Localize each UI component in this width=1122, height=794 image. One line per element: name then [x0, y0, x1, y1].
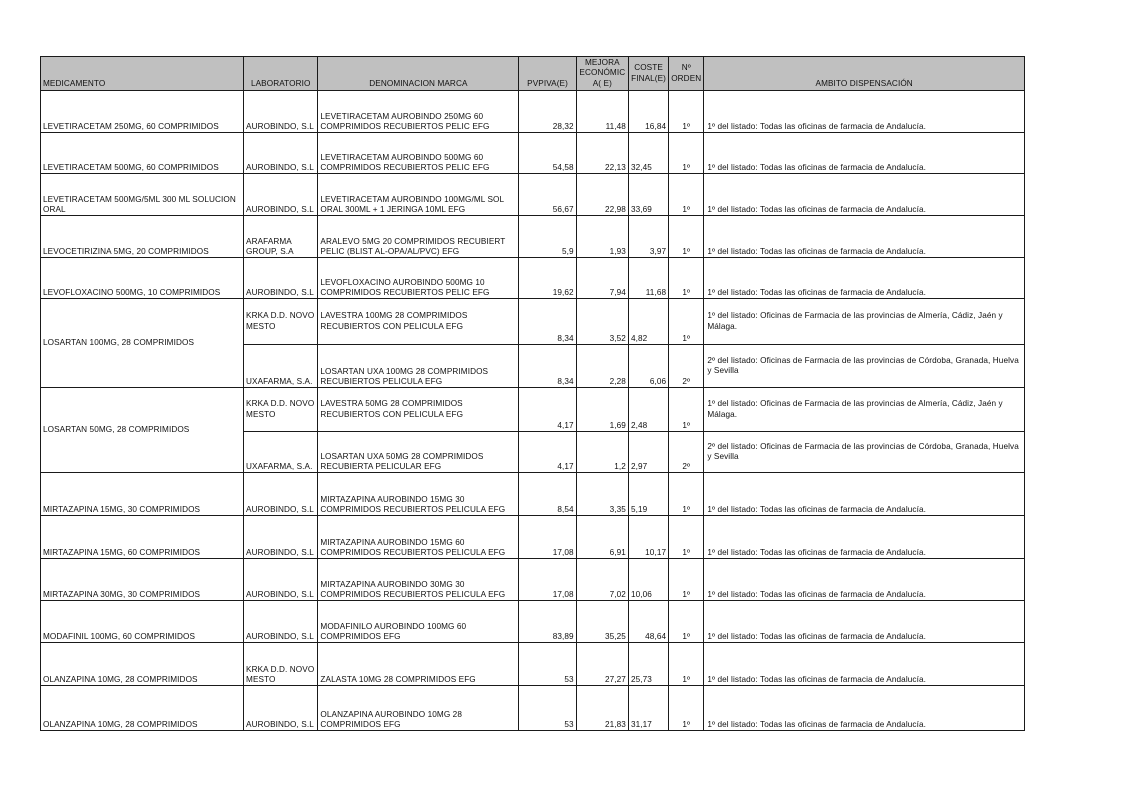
cell-ambito: 1º del listado: Todas las oficinas de farmacia de Andalucía.	[704, 473, 1025, 516]
cell-ambito: 1º del listado: Todas las oficinas de farmacia de Andalucía.	[704, 516, 1025, 559]
cell-coste: 6,06	[628, 345, 668, 388]
cell-denominacion: ARALEVO 5MG 20 COMPRIMIDOS RECUBIERT PELIC (BLIST AL-OPA/AL/PVC) EFG	[318, 216, 519, 258]
cell-laboratorio: AUROBINDO, S.L	[244, 601, 318, 643]
cell-denominacion: LEVETIRACETAM AUROBINDO 250MG 60 COMPRIMIDOS RECUBIERTOS PELIC EFG	[318, 91, 519, 133]
cell-mejora: 27,27	[576, 643, 628, 686]
cell-ambito: 1º del listado: Todas las oficinas de farmacia de Andalucía.	[704, 601, 1025, 643]
cell-coste: 5,19	[628, 473, 668, 516]
cell-coste: 10,06	[628, 559, 668, 601]
cell-coste: 48,64	[628, 601, 668, 643]
cell-ambito: 1º del listado: Todas las oficinas de farmacia de Andalucía.	[704, 559, 1025, 601]
cell-coste: 32,45	[628, 133, 668, 174]
cell-orden: 1º	[669, 133, 704, 174]
cell-denominacion: MIRTAZAPINA AUROBINDO 30MG 30 COMPRIMIDOS RECUBIERTOS PELICULA EFG	[318, 559, 519, 601]
cell-ambito: 1º del listado: Oficinas de Farmacia de las provincias de Almería, Cádiz, Jaén y Málaga.	[704, 299, 1025, 345]
cell-orden: 1º	[669, 299, 704, 345]
cell-pvpiva: 17,08	[519, 559, 576, 601]
table-row	[41, 601, 1025, 643]
cell-coste: 2,48	[628, 388, 668, 432]
cell-denominacion: LAVESTRA 100MG 28 COMPRIMIDOS RECUBIERTOS CON PELICULA EFG	[318, 299, 519, 345]
table-row	[41, 559, 1025, 601]
cell-pvpiva: 4,17	[519, 388, 576, 432]
cell-mejora: 1,93	[576, 216, 628, 258]
cell-denominacion: ZALASTA 10MG 28 COMPRIMIDOS EFG	[318, 643, 519, 686]
table-row	[41, 299, 1025, 345]
cell-medicamento: MIRTAZAPINA 15MG, 60 COMPRIMIDOS	[41, 516, 244, 559]
header-mejora: MEJORA ECONÓMICA( E)	[576, 57, 628, 91]
cell-laboratorio: UXAFARMA, S.A.	[244, 432, 318, 473]
table-row	[41, 91, 1025, 133]
cell-medicamento: LEVOFLOXACINO 500MG, 10 COMPRIMIDOS	[41, 258, 244, 299]
cell-laboratorio: AUROBINDO, S.L	[244, 686, 318, 731]
cell-coste: 16,84	[628, 91, 668, 133]
cell-laboratorio: KRKA D.D. NOVO MESTO	[244, 299, 318, 345]
cell-pvpiva: 56,67	[519, 174, 576, 216]
cell-denominacion: MIRTAZAPINA AUROBINDO 15MG 60 COMPRIMIDOS RECUBIERTOS PELICULA EFG	[318, 516, 519, 559]
cell-medicamento: MIRTAZAPINA 15MG, 30 COMPRIMIDOS	[41, 473, 244, 516]
cell-coste: 3,97	[628, 216, 668, 258]
cell-mejora: 1,69	[576, 388, 628, 432]
cell-ambito: 1º del listado: Todas las oficinas de farmacia de Andalucía.	[704, 91, 1025, 133]
cell-mejora: 22,13	[576, 133, 628, 174]
cell-orden: 1º	[669, 388, 704, 432]
cell-coste: 11,68	[628, 258, 668, 299]
cell-orden: 1º	[669, 216, 704, 258]
header-coste: COSTE FINAL(E)	[628, 57, 668, 91]
cell-laboratorio: ARAFARMA GROUP, S.A	[244, 216, 318, 258]
table-row	[41, 516, 1025, 559]
cell-orden: 1º	[669, 559, 704, 601]
cell-denominacion: MODAFINILO AUROBINDO 100MG 60 COMPRIMIDOS EFG	[318, 601, 519, 643]
table-row	[41, 133, 1025, 174]
cell-ambito: 1º del listado: Todas las oficinas de farmacia de Andalucía.	[704, 258, 1025, 299]
cell-denominacion: LEVOFLOXACINO AUROBINDO 500MG 10 COMPRIMIDOS RECUBIERTOS PELIC EFG	[318, 258, 519, 299]
cell-ambito: 2º del listado: Oficinas de Farmacia de las provincias de Córdoba, Granada, Huelva y Sevilla	[704, 432, 1025, 473]
cell-denominacion: LOSARTAN UXA 100MG 28 COMPRIMIDOS RECUBIERTOS PELICULA EFG	[318, 345, 519, 388]
cell-mejora: 3,52	[576, 299, 628, 345]
cell-orden: 1º	[669, 643, 704, 686]
cell-denominacion: LAVESTRA 50MG 28 COMPRIMIDOS RECUBIERTOS CON PELICULA EFG	[318, 388, 519, 432]
cell-coste: 31,17	[628, 686, 668, 731]
header-pvpiva: PVPIVA(E)	[519, 57, 576, 91]
cell-laboratorio: AUROBINDO, S.L	[244, 258, 318, 299]
cell-mejora: 7,02	[576, 559, 628, 601]
header-laboratorio: LABORATORIO	[244, 57, 318, 91]
header-ambito: AMBITO DISPENSACIÓN	[704, 57, 1025, 91]
cell-medicamento: MODAFINIL 100MG, 60 COMPRIMIDOS	[41, 601, 244, 643]
cell-laboratorio: AUROBINDO, S.L	[244, 133, 318, 174]
cell-pvpiva: 8,34	[519, 345, 576, 388]
cell-ambito: 1º del listado: Todas las oficinas de farmacia de Andalucía.	[704, 216, 1025, 258]
cell-denominacion: LEVETIRACETAM AUROBINDO 100MG/ML SOL ORAL 300ML + 1 JERINGA 10ML EFG	[318, 174, 519, 216]
cell-denominacion: MIRTAZAPINA AUROBINDO 15MG 30 COMPRIMIDOS RECUBIERTOS PELICULA EFG	[318, 473, 519, 516]
cell-medicamento: LEVETIRACETAM 500MG/5ML 300 ML SOLUCION ORAL	[41, 174, 244, 216]
cell-denominacion: LOSARTAN UXA 50MG 28 COMPRIMIDOS RECUBIERTA PELICULAR EFG	[318, 432, 519, 473]
cell-laboratorio: UXAFARMA, S.A.	[244, 345, 318, 388]
table-row	[41, 258, 1025, 299]
cell-medicamento: MIRTAZAPINA 30MG, 30 COMPRIMIDOS	[41, 559, 244, 601]
cell-pvpiva: 5,9	[519, 216, 576, 258]
cell-denominacion: LEVETIRACETAM AUROBINDO 500MG 60 COMPRIMIDOS RECUBIERTOS PELIC EFG	[318, 133, 519, 174]
cell-mejora: 6,91	[576, 516, 628, 559]
table-row	[41, 686, 1025, 731]
cell-pvpiva: 53	[519, 686, 576, 731]
cell-pvpiva: 8,54	[519, 473, 576, 516]
cell-coste: 4,82	[628, 299, 668, 345]
cell-orden: 2º	[669, 432, 704, 473]
cell-laboratorio: AUROBINDO, S.L	[244, 516, 318, 559]
cell-laboratorio: AUROBINDO, S.L	[244, 91, 318, 133]
cell-laboratorio: KRKA D.D. NOVO MESTO	[244, 388, 318, 432]
header-orden: Nº ORDEN	[669, 57, 704, 91]
cell-mejora: 7,94	[576, 258, 628, 299]
table-row	[41, 216, 1025, 258]
cell-mejora: 22,98	[576, 174, 628, 216]
cell-orden: 1º	[669, 516, 704, 559]
cell-orden: 1º	[669, 258, 704, 299]
cell-ambito: 1º del listado: Todas las oficinas de farmacia de Andalucía.	[704, 133, 1025, 174]
cell-laboratorio: AUROBINDO, S.L	[244, 559, 318, 601]
cell-medicamento: OLANZAPINA 10MG, 28 COMPRIMIDOS	[41, 643, 244, 686]
cell-medicamento: LOSARTAN 50MG, 28 COMPRIMIDOS	[41, 388, 244, 473]
cell-ambito: 2º del listado: Oficinas de Farmacia de las provincias de Córdoba, Granada, Huelva y Sevilla	[704, 345, 1025, 388]
cell-pvpiva: 54,58	[519, 133, 576, 174]
cell-mejora: 2,28	[576, 345, 628, 388]
cell-pvpiva: 28,32	[519, 91, 576, 133]
cell-mejora: 35,25	[576, 601, 628, 643]
cell-medicamento: LEVETIRACETAM 250MG, 60 COMPRIMIDOS	[41, 91, 244, 133]
cell-medicamento: LOSARTAN 100MG, 28 COMPRIMIDOS	[41, 299, 244, 388]
cell-pvpiva: 8,34	[519, 299, 576, 345]
cell-ambito: 1º del listado: Oficinas de Farmacia de las provincias de Almería, Cádiz, Jaén y Málaga.	[704, 388, 1025, 432]
table-row	[41, 388, 1025, 432]
cell-mejora: 21,83	[576, 686, 628, 731]
medication-price-table	[40, 56, 1025, 731]
cell-ambito: 1º del listado: Todas las oficinas de farmacia de Andalucía.	[704, 686, 1025, 731]
cell-ambito: 1º del listado: Todas las oficinas de farmacia de Andalucía.	[704, 643, 1025, 686]
cell-laboratorio: AUROBINDO, S.L	[244, 473, 318, 516]
cell-orden: 1º	[669, 91, 704, 133]
cell-orden: 1º	[669, 174, 704, 216]
cell-mejora: 3,35	[576, 473, 628, 516]
cell-laboratorio: AUROBINDO, S.L	[244, 174, 318, 216]
cell-pvpiva: 19,62	[519, 258, 576, 299]
cell-coste: 25,73	[628, 643, 668, 686]
cell-pvpiva: 53	[519, 643, 576, 686]
cell-coste: 2,97	[628, 432, 668, 473]
header-medicamento: MEDICAMENTO	[41, 57, 244, 91]
cell-laboratorio: KRKA D.D. NOVO MESTO	[244, 643, 318, 686]
table-row	[41, 643, 1025, 686]
cell-medicamento: LEVOCETIRIZINA 5MG, 20 COMPRIMIDOS	[41, 216, 244, 258]
cell-coste: 33,69	[628, 174, 668, 216]
cell-pvpiva: 17,08	[519, 516, 576, 559]
header-row	[41, 57, 1025, 91]
cell-orden: 1º	[669, 473, 704, 516]
cell-coste: 10,17	[628, 516, 668, 559]
table-row	[41, 473, 1025, 516]
table-row	[41, 174, 1025, 216]
cell-pvpiva: 83,89	[519, 601, 576, 643]
cell-orden: 1º	[669, 601, 704, 643]
cell-mejora: 11,48	[576, 91, 628, 133]
cell-ambito: 1º del listado: Todas las oficinas de farmacia de Andalucía.	[704, 174, 1025, 216]
cell-orden: 2º	[669, 345, 704, 388]
cell-orden: 1º	[669, 686, 704, 731]
cell-medicamento: OLANZAPINA 10MG, 28 COMPRIMIDOS	[41, 686, 244, 731]
header-denominacion: DENOMINACION MARCA	[318, 57, 519, 91]
cell-medicamento: LEVETIRACETAM 500MG, 60 COMPRIMIDOS	[41, 133, 244, 174]
cell-denominacion: OLANZAPINA AUROBINDO 10MG 28 COMPRIMIDOS EFG	[318, 686, 519, 731]
cell-pvpiva: 4,17	[519, 432, 576, 473]
cell-mejora: 1,2	[576, 432, 628, 473]
